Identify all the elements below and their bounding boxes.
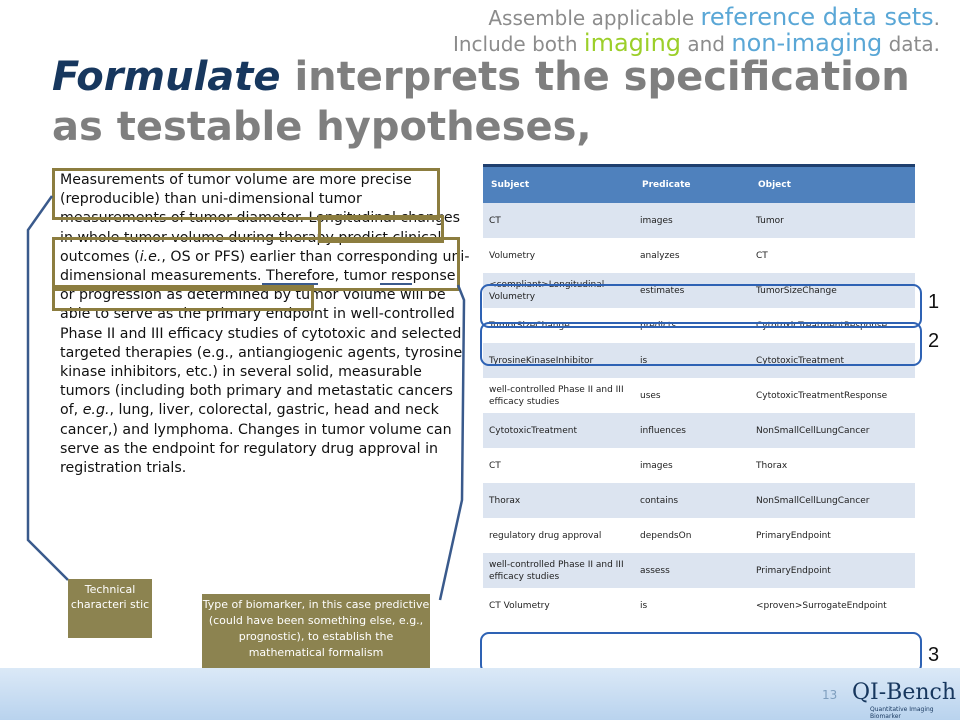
cell-object: CT bbox=[750, 238, 915, 273]
table-header-row bbox=[483, 166, 915, 204]
paragraph-text: , lung, liver, colorectal, gastric, head and neck cancer,) and lymphoma. Changes in tumor volume can serve as the endpoint for regulatory drug approval in registration trials. bbox=[60, 402, 452, 477]
column-header-subject: Subject bbox=[483, 166, 634, 204]
paragraph-italic: i.e. bbox=[139, 248, 162, 265]
cell-predicate: images bbox=[634, 203, 750, 238]
callout-text: Technical characteri stic bbox=[70, 583, 150, 611]
table-row bbox=[483, 413, 915, 448]
cell-object: NonSmallCellLungCancer bbox=[750, 413, 915, 448]
cell-predicate: predicts bbox=[634, 308, 750, 343]
footer-band bbox=[0, 668, 960, 720]
cell-subject: TumorSizeChange bbox=[483, 308, 634, 343]
connector-left bbox=[28, 196, 68, 580]
cell-predicate: estimates bbox=[634, 273, 750, 308]
tagline-text: Assemble applicable bbox=[488, 6, 701, 30]
cell-predicate: is bbox=[634, 343, 750, 378]
cell-subject: TyrosineKinaseInhibitor bbox=[483, 343, 634, 378]
cell-predicate: dependsOn bbox=[634, 518, 750, 553]
page-number: 13 bbox=[822, 688, 838, 702]
cell-subject: well-controlled Phase II and III efficacy studies bbox=[483, 378, 634, 413]
cell-subject: CytotoxicTreatment bbox=[483, 413, 634, 448]
tagline-text: . bbox=[933, 6, 940, 30]
table-row bbox=[483, 448, 915, 483]
table-row bbox=[483, 203, 915, 238]
cell-subject: <compliant>Longitudinal Volumetry bbox=[483, 273, 634, 308]
table-row bbox=[483, 518, 915, 553]
highlight-row-2 bbox=[480, 322, 922, 366]
tagline-text: data. bbox=[882, 32, 940, 56]
table-row bbox=[483, 483, 915, 518]
cell-predicate: influences bbox=[634, 413, 750, 448]
cell-predicate: assess bbox=[634, 553, 750, 588]
title-rest: interprets the specification as testable hypotheses, bbox=[52, 54, 910, 150]
tagline-emphasis: non-imaging bbox=[731, 29, 883, 57]
tagline-emphasis: imaging bbox=[583, 29, 682, 57]
title-emphasis: Formulate bbox=[52, 54, 281, 100]
cell-object: PrimaryEndpoint bbox=[750, 518, 915, 553]
cell-subject: Volumetry bbox=[483, 238, 634, 273]
connector-right bbox=[440, 285, 464, 600]
cell-object: PrimaryEndpoint bbox=[750, 553, 915, 588]
cell-subject: CT Volumetry bbox=[483, 588, 634, 623]
qi-bench-logo: QI-Bench bbox=[852, 680, 957, 705]
cell-subject: well-controlled Phase II and III efficacy studies bbox=[483, 553, 634, 588]
cell-subject: CT bbox=[483, 203, 634, 238]
tagline-emphasis: reference data sets bbox=[700, 3, 934, 31]
cell-object: Tumor bbox=[750, 203, 915, 238]
cell-predicate: contains bbox=[634, 483, 750, 518]
triples-table bbox=[483, 164, 915, 623]
cell-object: <proven>SurrogateEndpoint bbox=[750, 588, 915, 623]
cell-object: CytotoxicTreatmentResponse bbox=[750, 308, 915, 343]
cell-subject: Thorax bbox=[483, 483, 634, 518]
cell-subject: CT bbox=[483, 448, 634, 483]
tagline-text: Include both bbox=[452, 32, 584, 56]
cell-predicate: is bbox=[634, 588, 750, 623]
cell-object: TumorSizeChange bbox=[750, 273, 915, 308]
paragraph-italic: e.g. bbox=[82, 402, 110, 419]
row-marker-3: 3 bbox=[928, 644, 940, 666]
column-header-object: Object bbox=[750, 166, 915, 204]
cell-predicate: analyzes bbox=[634, 238, 750, 273]
logo-subtitle: Quantitative Imaging Biomarker bbox=[870, 706, 934, 720]
table-row bbox=[483, 378, 915, 413]
cell-object: CytotoxicTreatmentResponse bbox=[750, 378, 915, 413]
cell-object: NonSmallCellLungCancer bbox=[750, 483, 915, 518]
table-row bbox=[483, 238, 915, 273]
paragraph-text: , OS or PFS) earlier than corresponding uni-dimensional measurements. Therefore, tumor response or progression as determined by tumor volume will be able to serve as the primary endpoint in well-controlled Phase II and III efficacy studies of cytotoxic and selected targeted therapies (e.g., antiangiogenic agents, tyrosine kinase inhibitors, etc.) in several solid, measurable tumors (including both primary and metastatic cancers of, bbox=[60, 248, 470, 419]
row-marker-2: 2 bbox=[928, 330, 940, 352]
cell-object: Thorax bbox=[750, 448, 915, 483]
cell-object: CytotoxicTreatment bbox=[750, 343, 915, 378]
callout-technical-characteristic bbox=[68, 579, 152, 638]
cell-predicate: images bbox=[634, 448, 750, 483]
table-row bbox=[483, 588, 915, 623]
callout-text: Type of biomarker, in this case predictive (could have been something else, e.g., prognostic), to establish the mathematical formalism bbox=[202, 598, 430, 659]
tagline-text: and bbox=[681, 32, 732, 56]
paragraph-text: Measurements of tumor volume are more precise (reproducible) than uni-dimensional tumor measurements of tumor diameter. Longitudinal changes in whole tumor volume during therapy predict clinical outcomes ( bbox=[60, 172, 461, 265]
cell-predicate: uses bbox=[634, 378, 750, 413]
column-header-predicate: Predicate bbox=[634, 166, 750, 204]
table-row bbox=[483, 553, 915, 588]
row-marker-1: 1 bbox=[928, 291, 940, 313]
cell-subject: regulatory drug approval bbox=[483, 518, 634, 553]
